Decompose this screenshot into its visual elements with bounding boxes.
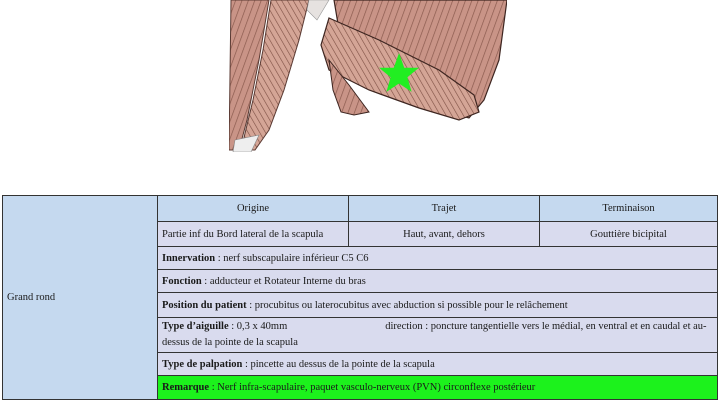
remarque-label: Remarque: [162, 382, 210, 393]
fonction-label: Fonction: [162, 275, 202, 287]
aiguille-text: : 0,3 x 40mm: [228, 321, 288, 332]
star-icon: [378, 52, 420, 94]
fonction-text: : adducteur et Rotateur Interne du bras: [201, 275, 366, 287]
trajet-value: Haut, avant, dehors: [349, 222, 540, 247]
innervation-row: [158, 247, 718, 270]
fonction-row: [158, 270, 718, 293]
position-row: [158, 293, 718, 318]
palpation-text: : pincette au dessus de la pointe de la scapula: [242, 358, 435, 370]
header-origine: Origine: [158, 196, 349, 222]
position-text: : procubitus ou laterocubitus avec abduction si possible pour le relâchement: [246, 299, 568, 311]
innervation-text: : nerf subscapulaire inférieur C5 C6: [215, 252, 369, 264]
header-trajet: Trajet: [349, 196, 540, 222]
aiguille-label: Type d’aiguille: [162, 321, 229, 332]
palpation-label: Type de palpation: [162, 358, 243, 370]
terminaison-value: Gouttière bicipital: [540, 222, 718, 247]
origine-value: Partie inf du Bord lateral de la scapula: [158, 222, 349, 247]
position-label: Position du patient: [162, 299, 247, 311]
palpation-row: [158, 353, 718, 376]
remarque-row: [158, 376, 718, 400]
aiguille-direction: direction : poncture tangentielle vers le médial, en ventral et en caudal et au-dessus de la pointe de la scapula: [162, 321, 707, 348]
innervation-label: Innervation: [162, 252, 216, 264]
muscle-name: Grand rond: [3, 196, 158, 400]
aiguille-row: [158, 318, 718, 353]
header-terminaison: Terminaison: [540, 196, 718, 222]
remarque-text: : Nerf infra-scapulaire, paquet vasculo-nerveux (PVN) circonflexe postérieur: [209, 382, 536, 393]
muscle-info-table: [2, 195, 718, 400]
anatomy-illustration: [229, 0, 507, 152]
